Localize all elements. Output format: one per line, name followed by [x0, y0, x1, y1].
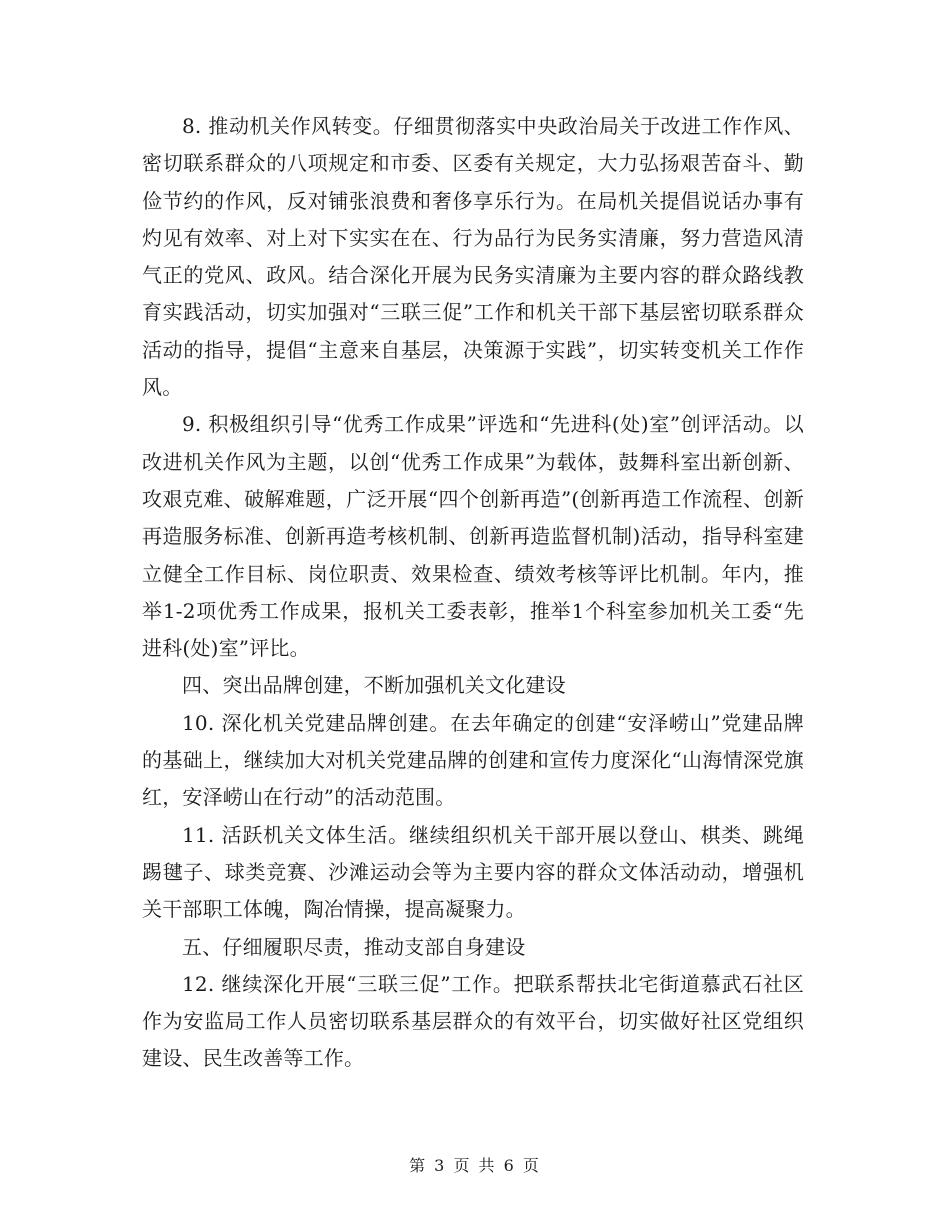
paragraph-item-11: 11. 活跃机关文体生活。继续组织机关干部开展以登山、棋类、跳绳踢毽子、球类竞赛、沙滩运动会等为主要内容的群众文体活动动，增强机关干部职工体魄，陶冶情操，提高凝聚力。 [142, 822, 804, 922]
section-heading-5: 五、仔细履职尽责，推动支部自身建设 [182, 934, 526, 959]
paragraph-item-12: 12. 继续深化开展“三联三促”工作。把联系帮扶北宅街道慕武石社区作为安监局工作人员密切联系基层群众的有效平台，切实做好社区党组织建设、民生改善等工作。 [142, 971, 804, 1071]
paragraph-item-10: 10. 深化机关党建品牌创建。在去年确定的创建“安泽崂山”党建品牌的基础上，继续加大对机关党建品牌的创建和宣传力度深化“山海情深党旗红，安泽崂山在行动”的活动范围。 [142, 710, 804, 810]
section-heading-4: 四、突出品牌创建，不断加强机关文化建设 [182, 673, 566, 698]
document-body [142, 108, 804, 1078]
paragraph-item-8: 8. 推动机关作风转变。仔细贯彻落实中央政治局关于改进工作作风、密切联系群众的八项规定和市委、区委有关规定，大力弘扬艰苦奋斗、勤俭节约的作风，反对铺张浪费和奢侈享乐行为。在局机关提倡说话办事有灼见有效率、对上对下实实在在、行为品行为民务实清廉，努力营造风清气正的党风、政风。结合深化开展为民务实清廉为主要内容的群众路线教育实践活动，切实加强对“三联三促”工作和机关干部下基层密切联系群众活动的指导，提倡“主意来自基层，决策源于实践”，切实转变机关工作作风。 [142, 114, 804, 400]
paragraph-item-9: 9. 积极组织引导“优秀工作成果”评选和“先进科(处)室”创评活动。以改进机关作风为主题，以创“优秀工作成果”为载体，鼓舞科室出新创新、攻艰克难、破解难题，广泛开展“四个创新再造”(创新再造工作流程、创新再造服务标准、创新再造考核机制、创新再造监督机制)活动，指导科室建立健全工作目标、岗位职责、效果检查、绩效考核等评比机制。年内，推举1-2项优秀工作成果，报机关工委表彰，推举1个科室参加机关工委“先进科(处)室”评比。 [142, 412, 804, 661]
page-number-footer: 第 3 页 共 6 页 [409, 1156, 541, 1175]
